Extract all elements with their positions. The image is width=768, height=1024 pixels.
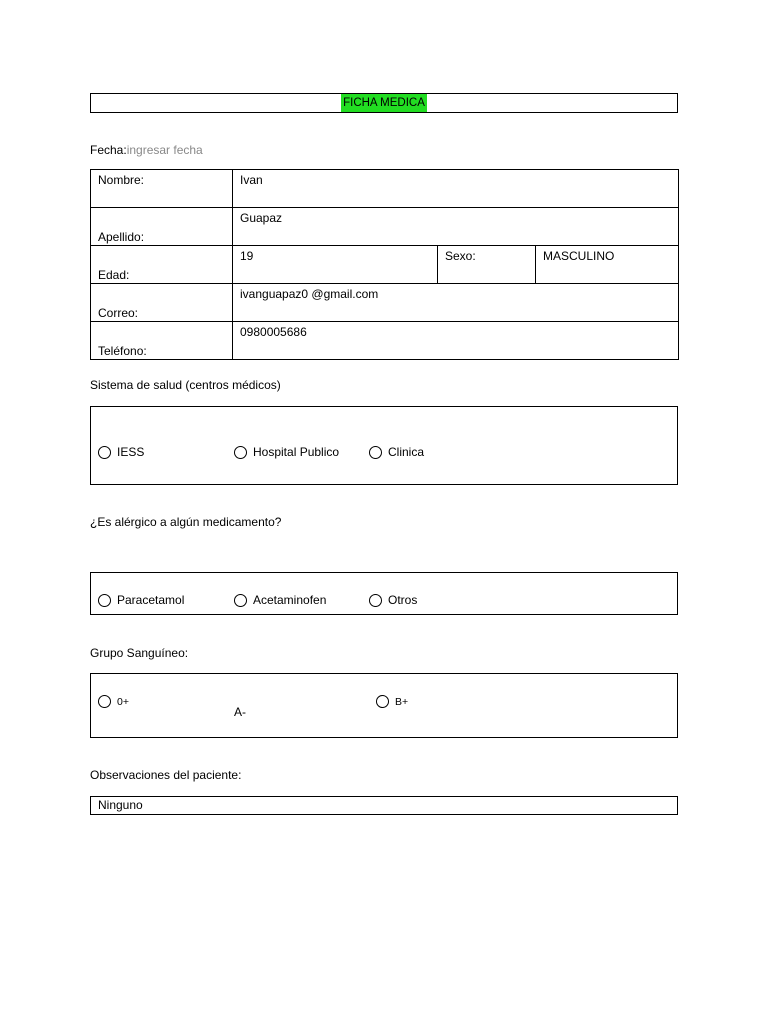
fecha-row	[90, 143, 203, 157]
radio-b-positivo[interactable]	[376, 695, 408, 708]
radio-label: B+	[395, 695, 409, 708]
page-title: FICHA MEDICA	[341, 94, 427, 112]
telefono-field[interactable]: 0980005686	[233, 322, 679, 360]
nombre-label: Nombre:	[91, 170, 233, 208]
correo-label: Correo:	[91, 284, 233, 322]
fecha-label: Fecha:	[90, 143, 127, 157]
radio-acetaminofen[interactable]	[234, 593, 326, 607]
radio-label: Paracetamol	[117, 593, 185, 607]
option-a-negativo[interactable]: A-	[234, 705, 246, 719]
radio-circle-icon[interactable]	[369, 446, 382, 459]
radio-circle-icon[interactable]	[369, 594, 382, 607]
radio-circle-icon[interactable]	[234, 594, 247, 607]
radio-paracetamol[interactable]	[98, 593, 184, 607]
radio-iess[interactable]	[98, 445, 144, 459]
apellido-label: Apellido:	[91, 208, 233, 246]
correo-field[interactable]: ivanguapaz0 @gmail.com	[233, 284, 679, 322]
observaciones-label: Observaciones del paciente:	[90, 768, 242, 782]
radio-clinica[interactable]	[369, 445, 424, 459]
edad-label: Edad:	[91, 246, 233, 284]
observaciones-field[interactable]: Ninguno	[90, 796, 678, 815]
radio-label: Acetaminofen	[253, 593, 327, 607]
sexo-label: Sexo:	[438, 246, 536, 284]
radio-label: Hospital Publico	[253, 445, 340, 459]
radio-label: 0+	[117, 695, 129, 708]
radio-label: Otros	[388, 593, 418, 607]
nombre-field[interactable]: Ivan	[233, 170, 679, 208]
alergia-question: ¿Es alérgico a algún medicamento?	[90, 515, 282, 529]
sexo-field[interactable]: MASCULINO	[536, 246, 679, 284]
radio-0-positivo[interactable]	[98, 695, 129, 708]
radio-label: IESS	[117, 445, 145, 459]
telefono-label: Teléfono:	[91, 322, 233, 360]
sistema-salud-question: Sistema de salud (centros médicos)	[90, 378, 281, 392]
radio-otros[interactable]	[369, 593, 417, 607]
edad-field[interactable]: 19	[233, 246, 438, 284]
radio-hospital-publico[interactable]	[234, 445, 339, 459]
patient-info-table	[90, 169, 679, 360]
title-box	[90, 93, 678, 113]
radio-circle-icon[interactable]	[98, 594, 111, 607]
radio-circle-icon[interactable]	[98, 695, 111, 708]
radio-label: Clinica	[388, 445, 425, 459]
apellido-field[interactable]: Guapaz	[233, 208, 679, 246]
radio-circle-icon[interactable]	[376, 695, 389, 708]
radio-circle-icon[interactable]	[98, 446, 111, 459]
grupo-sanguineo-question: Grupo Sanguíneo:	[90, 646, 189, 660]
fecha-input[interactable]: ingresar fecha	[126, 143, 203, 157]
radio-circle-icon[interactable]	[234, 446, 247, 459]
